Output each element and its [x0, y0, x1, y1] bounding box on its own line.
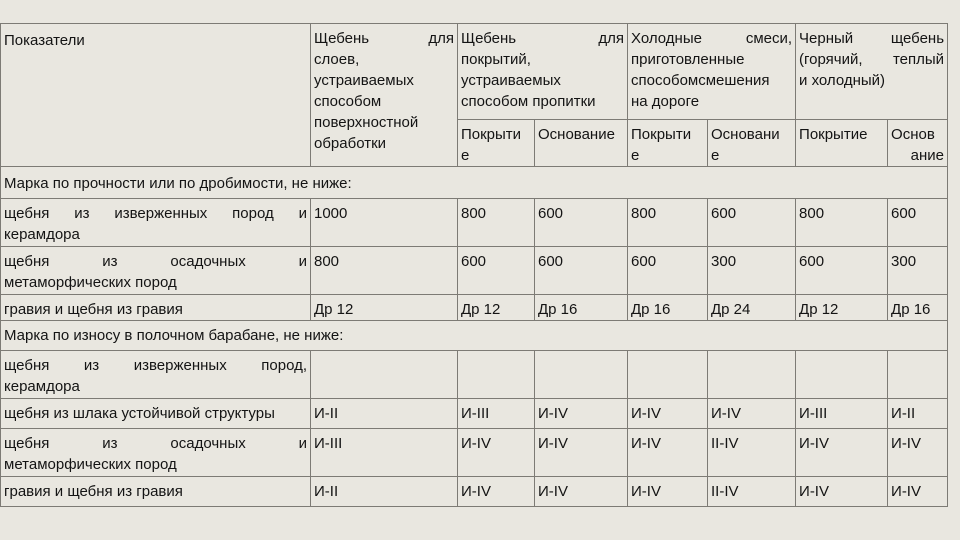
- table-cell: II-IV: [708, 429, 796, 477]
- table-cell: 600: [796, 247, 888, 295]
- row-label-line: керамдора: [4, 378, 80, 395]
- header-text: для: [598, 30, 625, 47]
- table-cell: Др 16: [888, 295, 948, 321]
- subheader-text: е: [631, 147, 640, 164]
- table-cell: 300: [708, 247, 796, 295]
- section-title-wear: Марка по износу в полочном барабане, не ниже:: [1, 321, 948, 351]
- table-cell: 600: [708, 199, 796, 247]
- table-cell: [628, 351, 708, 399]
- table-cell: И-IV: [535, 477, 628, 507]
- table-cell: И-IV: [796, 429, 888, 477]
- row-label-line: метаморфических пород: [4, 274, 177, 291]
- subheader-base: [535, 120, 628, 167]
- header-text: Черный: [799, 30, 854, 47]
- row-label-line: керамдора: [4, 226, 80, 243]
- header-text: способом: [314, 93, 382, 110]
- header-text: на дороге: [631, 93, 700, 110]
- table-cell: И-III: [311, 429, 458, 477]
- header-text: покрытий,: [461, 51, 531, 68]
- row-label: щебня из шлака устойчивой структуры: [1, 399, 311, 429]
- subheader-coating: [458, 120, 535, 167]
- header-text: слоев,: [314, 51, 360, 68]
- table-cell: Др 16: [628, 295, 708, 321]
- row-label-line: метаморфических пород: [4, 456, 177, 473]
- table-cell: Др 12: [311, 295, 458, 321]
- table-cell: Др 12: [796, 295, 888, 321]
- table-cell: II-IV: [708, 477, 796, 507]
- table-cell: [708, 351, 796, 399]
- table-cell: И-IV: [628, 399, 708, 429]
- subheader-coating: [796, 120, 888, 167]
- table-cell: Др 24: [708, 295, 796, 321]
- header-text: устраиваемых: [461, 72, 561, 89]
- table-cell: И-III: [458, 399, 535, 429]
- table-cell: 600: [535, 247, 628, 295]
- header-text: поверхностной: [314, 114, 419, 131]
- table-row: [1, 247, 948, 295]
- header-text: Щебень: [461, 30, 517, 47]
- table-cell: И-IV: [535, 399, 628, 429]
- subheader-base: [708, 120, 796, 167]
- table-cell: 800: [628, 199, 708, 247]
- header-crushed-stone-surface-treatment: [311, 24, 458, 167]
- subheader-text: Покрыти: [631, 126, 692, 143]
- header-cold-mixes: [628, 24, 796, 120]
- header-text: устраиваемых: [314, 72, 414, 89]
- row-label-line: щебня из осадочных и: [4, 435, 307, 452]
- table-cell: И-III: [796, 399, 888, 429]
- subheader-text: е: [711, 147, 720, 164]
- header-text: приготовленные: [631, 51, 745, 68]
- table-cell: И-IV: [888, 477, 948, 507]
- table-row: [1, 429, 948, 477]
- header-text: и холодный): [799, 72, 886, 89]
- header-indicators: Показатели: [1, 24, 311, 167]
- header-text: способомсмешения: [631, 72, 770, 89]
- table-cell: И-IV: [535, 429, 628, 477]
- header-crushed-stone-impregnation: [458, 24, 628, 120]
- table-cell: И-II: [888, 399, 948, 429]
- table-cell: 800: [458, 199, 535, 247]
- table-cell: И-II: [311, 399, 458, 429]
- subheader-text: Основ: [891, 126, 935, 143]
- header-text: (горячий,: [799, 51, 863, 68]
- row-label-line: щебня из изверженных пород,: [4, 357, 307, 374]
- subheader-text: Покрыти: [461, 126, 522, 143]
- subheader-text: е: [461, 147, 470, 164]
- header-text: Щебень: [314, 30, 370, 47]
- header-row: [1, 24, 948, 120]
- row-label: [1, 247, 311, 295]
- table-cell: [888, 351, 948, 399]
- table-cell: И-IV: [628, 477, 708, 507]
- table-cell: Др 16: [535, 295, 628, 321]
- table-row: [1, 477, 948, 507]
- table-row: [1, 399, 948, 429]
- subheader-base: [888, 120, 948, 167]
- table-cell: 600: [888, 199, 948, 247]
- table-cell: 600: [535, 199, 628, 247]
- table-cell: И-IV: [458, 477, 535, 507]
- row-label-line: щебня из осадочных и: [4, 253, 307, 270]
- row-label: гравия и щебня из гравия: [1, 477, 311, 507]
- section-row-wear: [1, 321, 948, 351]
- header-text: смеси,: [745, 30, 793, 47]
- table-cell: [311, 351, 458, 399]
- row-label: [1, 199, 311, 247]
- specification-table: [0, 23, 948, 507]
- table-row: [1, 351, 948, 399]
- header-text: способом пропитки: [461, 93, 596, 110]
- table-row: [1, 295, 948, 321]
- subheader-text: Основание: [538, 126, 615, 143]
- header-text: Холодные: [631, 30, 702, 47]
- row-label-line: щебня из изверженных пород и: [4, 205, 307, 222]
- subheader-coating: [628, 120, 708, 167]
- subheader-text: Основани: [711, 126, 780, 143]
- table-cell: 1000: [311, 199, 458, 247]
- table-cell: И-IV: [708, 399, 796, 429]
- section-row-strength: [1, 167, 948, 199]
- row-label: [1, 429, 311, 477]
- subheader-text: ание: [910, 147, 945, 164]
- table-cell: [535, 351, 628, 399]
- header-text: обработки: [314, 135, 387, 152]
- header-text: для: [428, 30, 454, 47]
- table-cell: Др 12: [458, 295, 535, 321]
- table-cell: 600: [628, 247, 708, 295]
- header-text: щебень: [890, 30, 945, 47]
- table-cell: И-IV: [628, 429, 708, 477]
- table-cell: И-IV: [796, 477, 888, 507]
- table-cell: 300: [888, 247, 948, 295]
- table-cell: 800: [796, 199, 888, 247]
- subheader-text: Покрытие: [799, 126, 868, 143]
- table-cell: И-II: [311, 477, 458, 507]
- section-title-strength: Марка по прочности или по дробимости, не ниже:: [1, 167, 948, 199]
- table-cell: [796, 351, 888, 399]
- header-black-crushed-stone: [796, 24, 948, 120]
- table-cell: И-IV: [458, 429, 535, 477]
- row-label: гравия и щебня из гравия: [1, 295, 311, 321]
- table-cell: [458, 351, 535, 399]
- table-cell: 800: [311, 247, 458, 295]
- row-label: [1, 351, 311, 399]
- table-cell: 600: [458, 247, 535, 295]
- table-row: [1, 199, 948, 247]
- table-cell: И-IV: [888, 429, 948, 477]
- header-text: теплый: [892, 51, 945, 68]
